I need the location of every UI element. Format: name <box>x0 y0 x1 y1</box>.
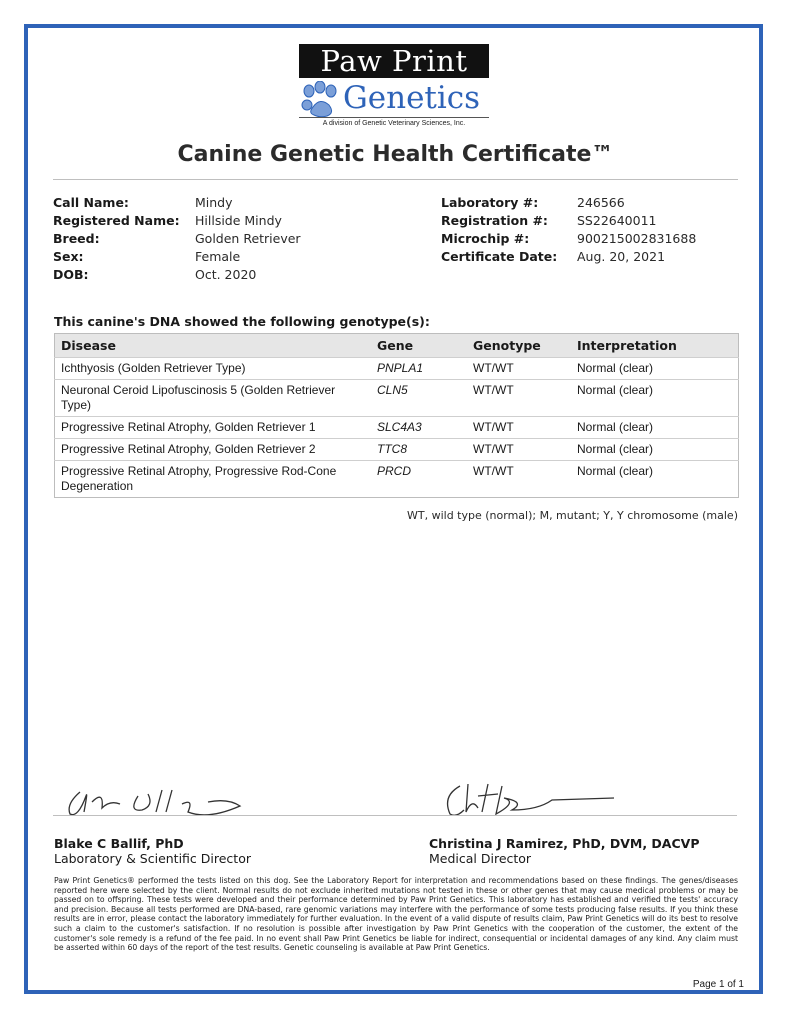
info-value: 246566 <box>577 195 625 210</box>
gene-cell: PRCD <box>371 461 467 498</box>
signature-block-right <box>429 836 699 866</box>
column-header-interpretation: Interpretation <box>571 334 739 358</box>
dog-info-right <box>441 194 696 266</box>
genotype-cell: WT/WT <box>467 380 571 417</box>
info-row <box>53 194 301 212</box>
logo-wordmark-bottom: Genetics <box>343 80 481 116</box>
signature-ramirez <box>438 780 628 824</box>
info-value: Golden Retriever <box>195 231 301 246</box>
genotype-table <box>54 333 739 498</box>
company-logo <box>299 44 491 128</box>
title-divider <box>53 179 738 180</box>
table-row <box>55 417 739 439</box>
logo-wordmark-top: Paw Print <box>299 44 489 78</box>
disease-cell: Progressive Retinal Atrophy, Golden Retriever 1 <box>55 417 372 439</box>
genotype-section-heading: This canine's DNA showed the following genotype(s): <box>54 314 430 329</box>
dog-info-left <box>53 194 301 284</box>
column-header-genotype: Genotype <box>467 334 571 358</box>
column-header-gene: Gene <box>371 334 467 358</box>
info-value: SS22640011 <box>577 213 657 228</box>
info-label: DOB: <box>53 267 89 282</box>
genotype-cell: WT/WT <box>467 417 571 439</box>
disease-cell: Progressive Retinal Atrophy, Progressive Rod-Cone Degeneration <box>55 461 372 498</box>
disease-cell: Progressive Retinal Atrophy, Golden Retriever 2 <box>55 439 372 461</box>
disease-cell: Ichthyosis (Golden Retriever Type) <box>55 358 372 380</box>
interpretation-cell: Normal (clear) <box>571 358 739 380</box>
gene-cell: PNPLA1 <box>371 358 467 380</box>
info-value: Hillside Mindy <box>195 213 282 228</box>
info-value: Oct. 2020 <box>195 267 257 282</box>
column-header-disease: Disease <box>55 334 372 358</box>
info-row <box>53 248 301 266</box>
genotype-cell: WT/WT <box>467 461 571 498</box>
interpretation-cell: Normal (clear) <box>571 461 739 498</box>
logo-division-text: A division of Genetic Veterinary Sciences, Inc. <box>299 117 489 127</box>
table-header-row <box>55 334 739 358</box>
legal-disclaimer: Paw Print Genetics® performed the tests listed on this dog. See the Laboratory Report for interpretation and recommendations based on these findings. The genes/diseases reported here were selected by the client. Normal results do not exclude inherited mutations not tested in these or other genes that may cause medical problems or may be passed on to offspring. These tests were developed and their performance determined by Paw Print Genetics. This laboratory has established and verified the tests' accuracy and precision. Because all tests performed are DNA-based, rare genomic variations may interfere with the performance of some tests producing false results. If you think these results are in error, please contact the laboratory immediately for further evaluation. In the event of a valid dispute of results claim, Paw Print Genetics will do its best to resolve such a claim to the customer's satisfaction. If no resolution is possible after investigation by Paw Print Genetics with the cooperation of the customer, the extent of the customer's sole remedy is a refund of the fee paid. In no event shall Paw Print Genetics be liable for indirect, consequential or incidental damages of any kind. Any claim must be asserted within 60 days of the report of the test results. Genetic counseling is available at Paw Print Genetics. <box>54 876 738 953</box>
disease-cell: Neuronal Ceroid Lipofuscinosis 5 (Golden Retriever Type) <box>55 380 372 417</box>
table-row <box>55 461 739 498</box>
gene-cell: CLN5 <box>371 380 467 417</box>
info-label: Registration #: <box>441 213 548 228</box>
info-label: Registered Name: <box>53 213 180 228</box>
genotype-legend-note: WT, wild type (normal); M, mutant; Y, Y chromosome (male) <box>407 509 738 522</box>
info-row <box>441 212 696 230</box>
paw-print-icon <box>301 81 341 119</box>
page-title: Canine Genetic Health Certificate™ <box>177 142 614 167</box>
genotype-cell: WT/WT <box>467 439 571 461</box>
signature-block-left <box>54 836 251 866</box>
signer-name: Christina J Ramirez, PhD, DVM, DACVP <box>429 836 700 851</box>
interpretation-cell: Normal (clear) <box>571 380 739 417</box>
signature-ballif <box>58 782 248 822</box>
gene-cell: TTC8 <box>371 439 467 461</box>
table-row <box>55 358 739 380</box>
table-row <box>55 380 739 417</box>
table-row <box>55 439 739 461</box>
info-label: Laboratory #: <box>441 195 539 210</box>
signature-line <box>53 815 737 816</box>
info-value: Aug. 20, 2021 <box>577 249 666 264</box>
info-label: Certificate Date: <box>441 249 558 264</box>
interpretation-cell: Normal (clear) <box>571 417 739 439</box>
info-row <box>441 194 696 212</box>
info-row <box>53 212 301 230</box>
signer-title: Laboratory & Scientific Director <box>54 851 251 866</box>
interpretation-cell: Normal (clear) <box>571 439 739 461</box>
info-label: Breed: <box>53 231 100 246</box>
genotype-cell: WT/WT <box>467 358 571 380</box>
info-value: Female <box>195 249 241 264</box>
info-label: Microchip #: <box>441 231 530 246</box>
info-row <box>441 230 696 248</box>
page-number: Page 1 of 1 <box>692 979 744 990</box>
info-row <box>441 248 696 266</box>
info-label: Call Name: <box>53 195 129 210</box>
info-value: 900215002831688 <box>577 231 697 246</box>
info-row <box>53 266 301 284</box>
info-row <box>53 230 301 248</box>
signer-title: Medical Director <box>429 851 532 866</box>
signer-name: Blake C Ballif, PhD <box>54 836 184 851</box>
info-label: Sex: <box>53 249 84 264</box>
gene-cell: SLC4A3 <box>371 417 467 439</box>
info-value: Mindy <box>195 195 233 210</box>
